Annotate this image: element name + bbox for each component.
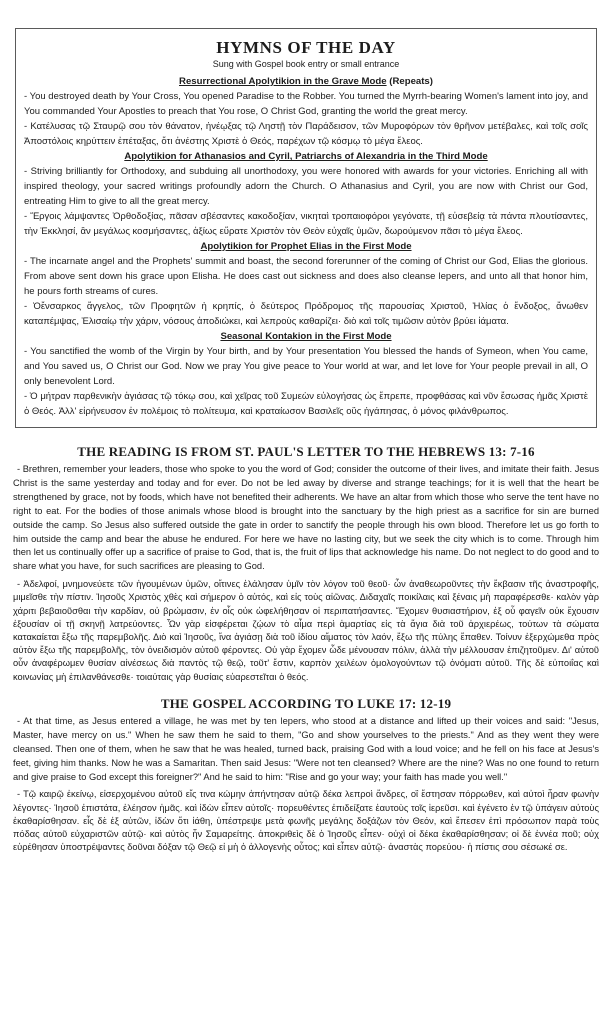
hymn-section-heading-seasonal-kontakion: [24, 329, 588, 344]
hymn-section-heading-resurrectional: [24, 74, 588, 89]
hymn-greek-text: - Ὁ μήτραν παρθενικὴν ἁγιάσας τῷ τόκῳ σου, καὶ χεῖρας τοῦ Συμεὼν εὐλογήσας ὡς ἔπρεπε, προφθάσας καὶ νῦν ἔσωσας ἡμᾶς Χριστὲ ὁ Θεός. Ἀλλ' εἰρήνευσον ἐν πολέμοις τὸ πολίτευμα, καὶ κραταίωσον Βασιλεῖς οὓς ἠγάπησας, ὁ μόνος φιλάνθρωπος.: [24, 391, 588, 417]
hymn-greek-text: - Ὁἔνσαρκος ἄγγελος, τῶν Προφητῶν ἡ κρηπίς, ὁ δεύτερος Πρόδρομος τῆς παρουσίας Χριστοῦ, Ἠλίας ὁ ἔνδοξος, ἄνωθεν καταπέμψας, Ἑλισαίῳ τὴν χάριν, νόσους ἀποδιώκει, καὶ λεπροὺς καθαρίζει· διὸ καὶ τοῖς τιμῶσιν αὐτὸν βρύει ἰάματα.: [24, 301, 588, 327]
page-subtitle: Sung with Gospel book entry or small entrance: [212, 59, 400, 69]
hymn-english-text: - You sanctified the womb of the Virgin by Your birth, and by Your presentation You blessed the hands of Symeon, when You came, and You saved us, O Christ our God. Now we pray You give peace to Your world at war, and let love for Your people prevail in all, O only benevolent Lord.: [24, 346, 588, 387]
gospel-greek-text: - Τῷ καιρῷ ἐκείνῳ, εἰσερχομένου αὐτοῦ εἴς τινα κώμην ἀπήντησαν αὐτῷ δέκα λεπροὶ ἄνδρες, οἳ ἔστησαν πόρρωθεν, καὶ αὐτοὶ ἦραν φωνὴν λέγοντες· Ἰησοῦ ἐπιστάτα, ἐλέησον ἡμᾶς. καὶ ἰδὼν εἶπεν αὐτοῖς· πορευθέντες ἐπιδείξατε ἑαυτοὺς τοῖς ἱερεῦσι. καὶ ἐγένετο ἐν τῷ ὑπάγειν αὐτοὺς ἐκαθαρίσθησαν. εἷς δὲ ἐξ αὐτῶν, ἰδὼν ὅτι ἰάθη, ὑπέστρεψε μετὰ φωνῆς μεγάλης δοξάζων τὸν Θεόν, καὶ ἔπεσεν ἐπὶ πρόσωπον παρὰ τοὺς πόδας αὐτοῦ εὐχαριστῶν αὐτῷ· καὶ αὐτὸς ἦν Σαμαρείτης. ἀποκριθεὶς δὲ ὁ Ἰησοῦς εἶπεν· οὐχὶ οἱ δέκα ἐκαθαρίσθησαν; οἱ δὲ ἐννέα ποῦ; οὐχ εὑρέθησαν ὑποστρέψαντες δοῦναι δόξαν τῷ Θεῷ εἰ μὴ ὁ ἀλλογενὴς οὗτος; καὶ εἶπεν αὐτῷ· ἀναστὰς πορεύου· ἡ πίστις σου σέσωκέ σε.: [13, 789, 599, 853]
hymn-heading-text: Apolytikion for Athanasios and Cyril, Patriarchs of Alexandria in the Third Mode: [124, 151, 488, 162]
hymn-section-heading-athanasios-cyril: [24, 149, 588, 164]
hymn-heading-text: Seasonal Kontakion in the First Mode: [220, 331, 392, 342]
hymns-box: [15, 28, 597, 428]
hymn-english-text: - The incarnate angel and the Prophets' summit and boast, the second forerunner of the coming of Christ our God, Elias the glorious. From above sent down his grace upon Elisha. He does cast out sickness and does also cleanse lepers, and unto all that honor him, he pours forth streams of cures.: [24, 256, 588, 297]
gospel-heading: THE GOSPEL ACCORDING TO LUKE 17: 12-19: [160, 695, 452, 711]
epistle-english-text: - Brethren, remember your leaders, those who spoke to you the word of God; consider the outcome of their lives, and imitate their faith. Jesus Christ is the same yesterday and today and for ever. Do not be led away by diverse and strange teachings; for it is well that the heart be strengthened by grace, not by foods, which have not benefited their adherents. We have an altar from which those who serve the tent have no right to eat. For the bodies of those animals whose blood is brought into the sanctuary by the high priest as a sacrifice for sin are burned outside the camp. So Jesus also suffered outside the gate in order to sanctify the people through his own blood. Therefore let us go forth to him outside the camp and bear the abuse he endured. For here we have no lasting city, but we seek the city which is to come. Through him then let us continually offer up a sacrifice of praise to God, that is, the fruit of lips that acknowledge his name. Do not neglect to do good and to share what you have, for such sacrifices are pleasing to God.: [13, 464, 599, 572]
hymn-heading-suffix: (Repeats): [386, 76, 433, 87]
epistle-greek-text: - Ἀδελφοί, μνημονεύετε τῶν ἡγουμένων ὑμῶν, οἵτινες ἐλάλησαν ὑμῖν τὸν λόγον τοῦ θεοῦ· ὧν ἀναθεωροῦντες τὴν ἔκβασιν τῆς ἀναστροφῆς, μιμεῖσθε τὴν πίστιν. Ἰησοῦς Χριστὸς χθὲς καὶ σήμερον ὁ αὐτός, καὶ εἰς τοὺς αἰῶνας. Διδαχαῖς ποικίλαις καὶ ξέναις μὴ παραφέρεσθε· καλὸν γὰρ χάριτι βεβαιοῦσθαι τὴν καρδίαν, οὐ βρώμασιν, ἐν οἷς οὐκ ὠφελήθησαν οἱ περιπατήσαντες. Ἔχομεν θυσιαστήριον, ἐξ οὗ φαγεῖν οὐκ ἔχουσιν ἐξουσίαν οἱ τῇ σκηνῇ λατρεύοντες. Ὧν γὰρ εἰσφέρεται ζῴων τὸ αἷμα περὶ ἁμαρτίας εἰς τὰ ἅγια διὰ τοῦ ἀρχιερέως, τούτων τὰ σώματα κατακαίεται ἔξω τῆς παρεμβολῆς. Διὸ καὶ Ἰησοῦς, ἵνα ἁγιάσῃ διὰ τοῦ ἰδίου αἵματος τὸν λαόν, ἔξω τῆς πύλης ἔπαθεν. Τοίνυν ἐξερχώμεθα πρὸς αὐτὸν ἔξω τῆς παρεμβολῆς, τὸν ὀνειδισμὸν αὐτοῦ φέροντες. Οὐ γὰρ ἔχομεν ὧδε μένουσαν πόλιν, ἀλλὰ τὴν μέλλουσαν ἐπιζητοῦμεν. Δι' αὐτοῦ οὖν ἀναφέρωμεν θυσίαν αἰνέσεως διὰ παντὸς τῷ θεῷ, τοῦτ' ἔστιν, καρπὸν χειλέων ὁμολογούντων τῷ ὀνόματι αὐτοῦ. Τῆς δὲ εὐποιΐας καὶ κοινωνίας μὴ ἐπιλανθάνεσθε· τοιαύταις γὰρ θυσίαις εὐαρεστεῖται ὁ θεός.: [13, 579, 599, 682]
hymn-section-heading-prophet-elias: [24, 239, 588, 254]
epistle-section: [13, 443, 599, 684]
hymn-heading-text: Apolytikion for Prophet Elias in the First Mode: [200, 241, 412, 252]
hymn-greek-text: - Ἔργοις λάμψαντες Ὀρθοδοξίας, πᾶσαν σβέσαντες κακοδοξίαν, νικηταὶ τροπαιοφόροι γεγόνατε, τῇ εὐσεβείᾳ τὰ πάντα πλουτίσαντες, τὴν Ἐκκλησί, ἂν μεγάλως κοσμήσαντες, ἀξίως εὕρατε Χριστὸν τὸν Θεὸν εὐχαῖς ὑμῶν, δωρούμενον πᾶσι τὸ μέγα ἔλεος.: [24, 211, 588, 237]
gospel-section: [13, 695, 599, 855]
hymn-english-text: - You destroyed death by Your Cross, You opened Paradise to the Robber. You turned the Myrrh-bearing Women's lament into joy, and You commanded Your Apostles to preach that You rose, O Christ God, granting the world the great mercy.: [24, 91, 588, 117]
hymn-greek-text: - Κατέλυσας τῷ Σταυρῷ σου τὸν θάνατον, ἠνέῳξας τῷ Ληστῇ τὸν Παράδεισον, τῶν Μυροφόρων τὸν θρῆνον μετέβαλες, καὶ τοῖς σοῖς Ἀποστόλοις κηρύττειν ἐπέταξας, ὅτι ἀνέστης Χριστὲ ὁ Θεός, παρέχων τῷ κόσμῳ τὸ μέγα ἔλεος.: [24, 121, 588, 147]
epistle-heading: THE READING IS FROM ST. PAUL'S LETTER TO THE HEBREWS 13: 7-16: [77, 444, 535, 459]
gospel-english-text: - At that time, as Jesus entered a village, he was met by ten lepers, who stood at a distance and lifted up their voices and said: "Jesus, Master, have mercy on us." When he saw them he said to them, "Go and show yourselves to the priests." And as they went they were cleansed. Then one of them, when he saw that he was healed, turned back, praising God with a loud voice; and he fell on his face at Jesus's feet, giving him thanks. Now he was a Samaritan. Then said Jesus: "Were not ten cleansed? Where are the nine? Was no one found to return and give praise to God except this foreigner?" And he said to him: "Rise and go your way; your faith has made you well.": [13, 715, 599, 782]
readings-area: [13, 443, 599, 854]
page-title: HYMNS OF THE DAY: [216, 38, 396, 57]
hymn-english-text: - Striving brilliantly for Orthodoxy, and subduing all unorthodoxy, you were honored with awards for your victories. Enriching all with inspired theology, your sacred writings profoundly adorn the Church. O Athanasius and Cyril, you are now with Christ our God, entreating Him to give to all the great mercy.: [24, 166, 588, 207]
hymn-heading-text: Resurrectional Apolytikion in the Grave Mode: [179, 76, 387, 87]
